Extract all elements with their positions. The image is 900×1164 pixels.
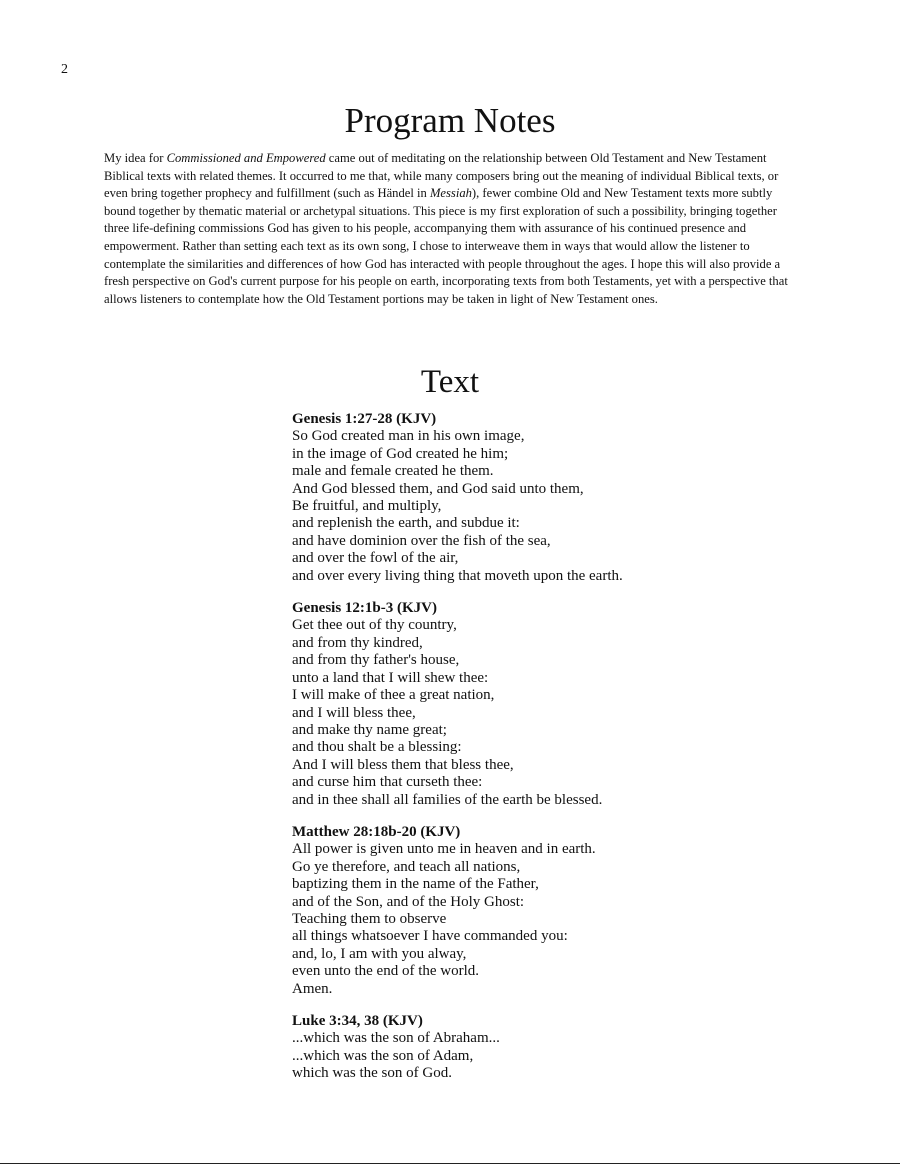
passage-line: and make thy name great; <box>292 721 447 738</box>
passage-line: and curse him that curseth thee: <box>292 774 483 791</box>
passage-line: All power is given unto me in heaven and in earth. <box>292 841 596 858</box>
passage-line: Teaching them to observe <box>292 910 447 927</box>
passage-line: and from thy kindred, <box>292 634 423 651</box>
notes-messiah-title: Messiah <box>429 186 472 201</box>
program-notes-body <box>104 150 794 308</box>
passage-line: all things whatsoever I have commanded you: <box>292 928 568 945</box>
text-section-title: Text <box>420 364 480 400</box>
passage-reference: Matthew 28:18b-20 (KJV) <box>292 823 461 840</box>
passage-luke-3 <box>292 1013 812 1083</box>
passage-line: I will make of thee a great nation, <box>292 687 495 704</box>
notes-segment: ), fewer combine Old and New Testament texts more subtly bound together by thematic material or archetypal situations. This piece is my first exploration of such a possibility, bringing together three life-defining commissions God has given to his people, accompanying them with assurance of his continued presence and empowerment. Rather than setting each text as its own song, I chose to interweave them in ways that would allow the listener to contemplate the similarities and differences of how God has interacted with people throughout the ages. I hope this will also provide a fresh perspective on God's current purpose for his people on earth, incorporating texts from both Testaments, yet with a perspective that allows listeners to contemplate how the Old Testament portions may be taken in light of New Testament ones. <box>104 186 788 306</box>
passage-line: unto a land that I will shew thee: <box>292 669 489 686</box>
passage-line: and I will bless thee, <box>292 704 416 721</box>
passage-line: and over the fowl of the air, <box>292 550 459 567</box>
passage-line: and from thy father's house, <box>292 652 460 669</box>
passage-line: And God blessed them, and God said unto them, <box>292 480 584 497</box>
passage-matthew-28 <box>292 824 812 998</box>
passage-line: and replenish the earth, and subdue it: <box>292 515 520 532</box>
passage-genesis-1 <box>292 411 812 585</box>
passage-line: And I will bless them that bless thee, <box>292 756 514 773</box>
passage-genesis-12 <box>292 600 812 809</box>
passage-line: and in thee shall all families of the earth be blessed. <box>292 791 603 808</box>
passage-line: ...which was the son of Abraham... <box>292 1030 500 1047</box>
passage-line: Amen. <box>292 980 333 997</box>
page-number: 2 <box>61 62 68 77</box>
passage-line: and of the Son, and of the Holy Ghost: <box>292 893 525 910</box>
passage-line: and over every living thing that moveth upon the earth. <box>292 567 623 584</box>
passage-line: even unto the end of the world. <box>292 963 480 980</box>
notes-segment: came out of meditating on the relationship between Old Testament and New Testament Biblical texts with related themes. It occurred to me that, while many composers bring out the meaning of individual Biblical texts, or even bring together prophecy and fulfillment (such as Händel in <box>104 151 779 201</box>
passage-reference: Genesis 1:27-28 (KJV) <box>292 411 437 427</box>
passage-line: baptizing them in the name of the Father, <box>292 876 539 893</box>
notes-work-title: Commissioned and Empowered <box>166 151 326 165</box>
passage-line: male and female created he them. <box>292 463 494 480</box>
passage-line: So God created man in his own image, <box>292 428 525 445</box>
passage-line: Go ye therefore, and teach all nations, <box>292 858 521 875</box>
passage-line: in the image of God created he him; <box>292 445 509 462</box>
passage-reference: Genesis 12:1b-3 (KJV) <box>292 600 437 617</box>
passage-line: ...which was the son of Adam, <box>292 1047 474 1064</box>
program-notes-title: Program Notes <box>344 101 556 140</box>
passage-line: which was the son of God. <box>292 1065 452 1082</box>
scripture-texts <box>292 411 812 1098</box>
notes-segment: My idea for <box>104 151 167 165</box>
passage-reference: Luke 3:34, 38 (KJV) <box>292 1013 423 1029</box>
passage-line: and, lo, I am with you alway, <box>292 945 467 962</box>
passage-line: and have dominion over the fish of the sea, <box>292 532 551 549</box>
passage-line: and thou shalt be a blessing: <box>292 739 462 756</box>
passage-line: Be fruitful, and multiply, <box>292 498 442 515</box>
passage-line: Get thee out of thy country, <box>292 617 457 634</box>
